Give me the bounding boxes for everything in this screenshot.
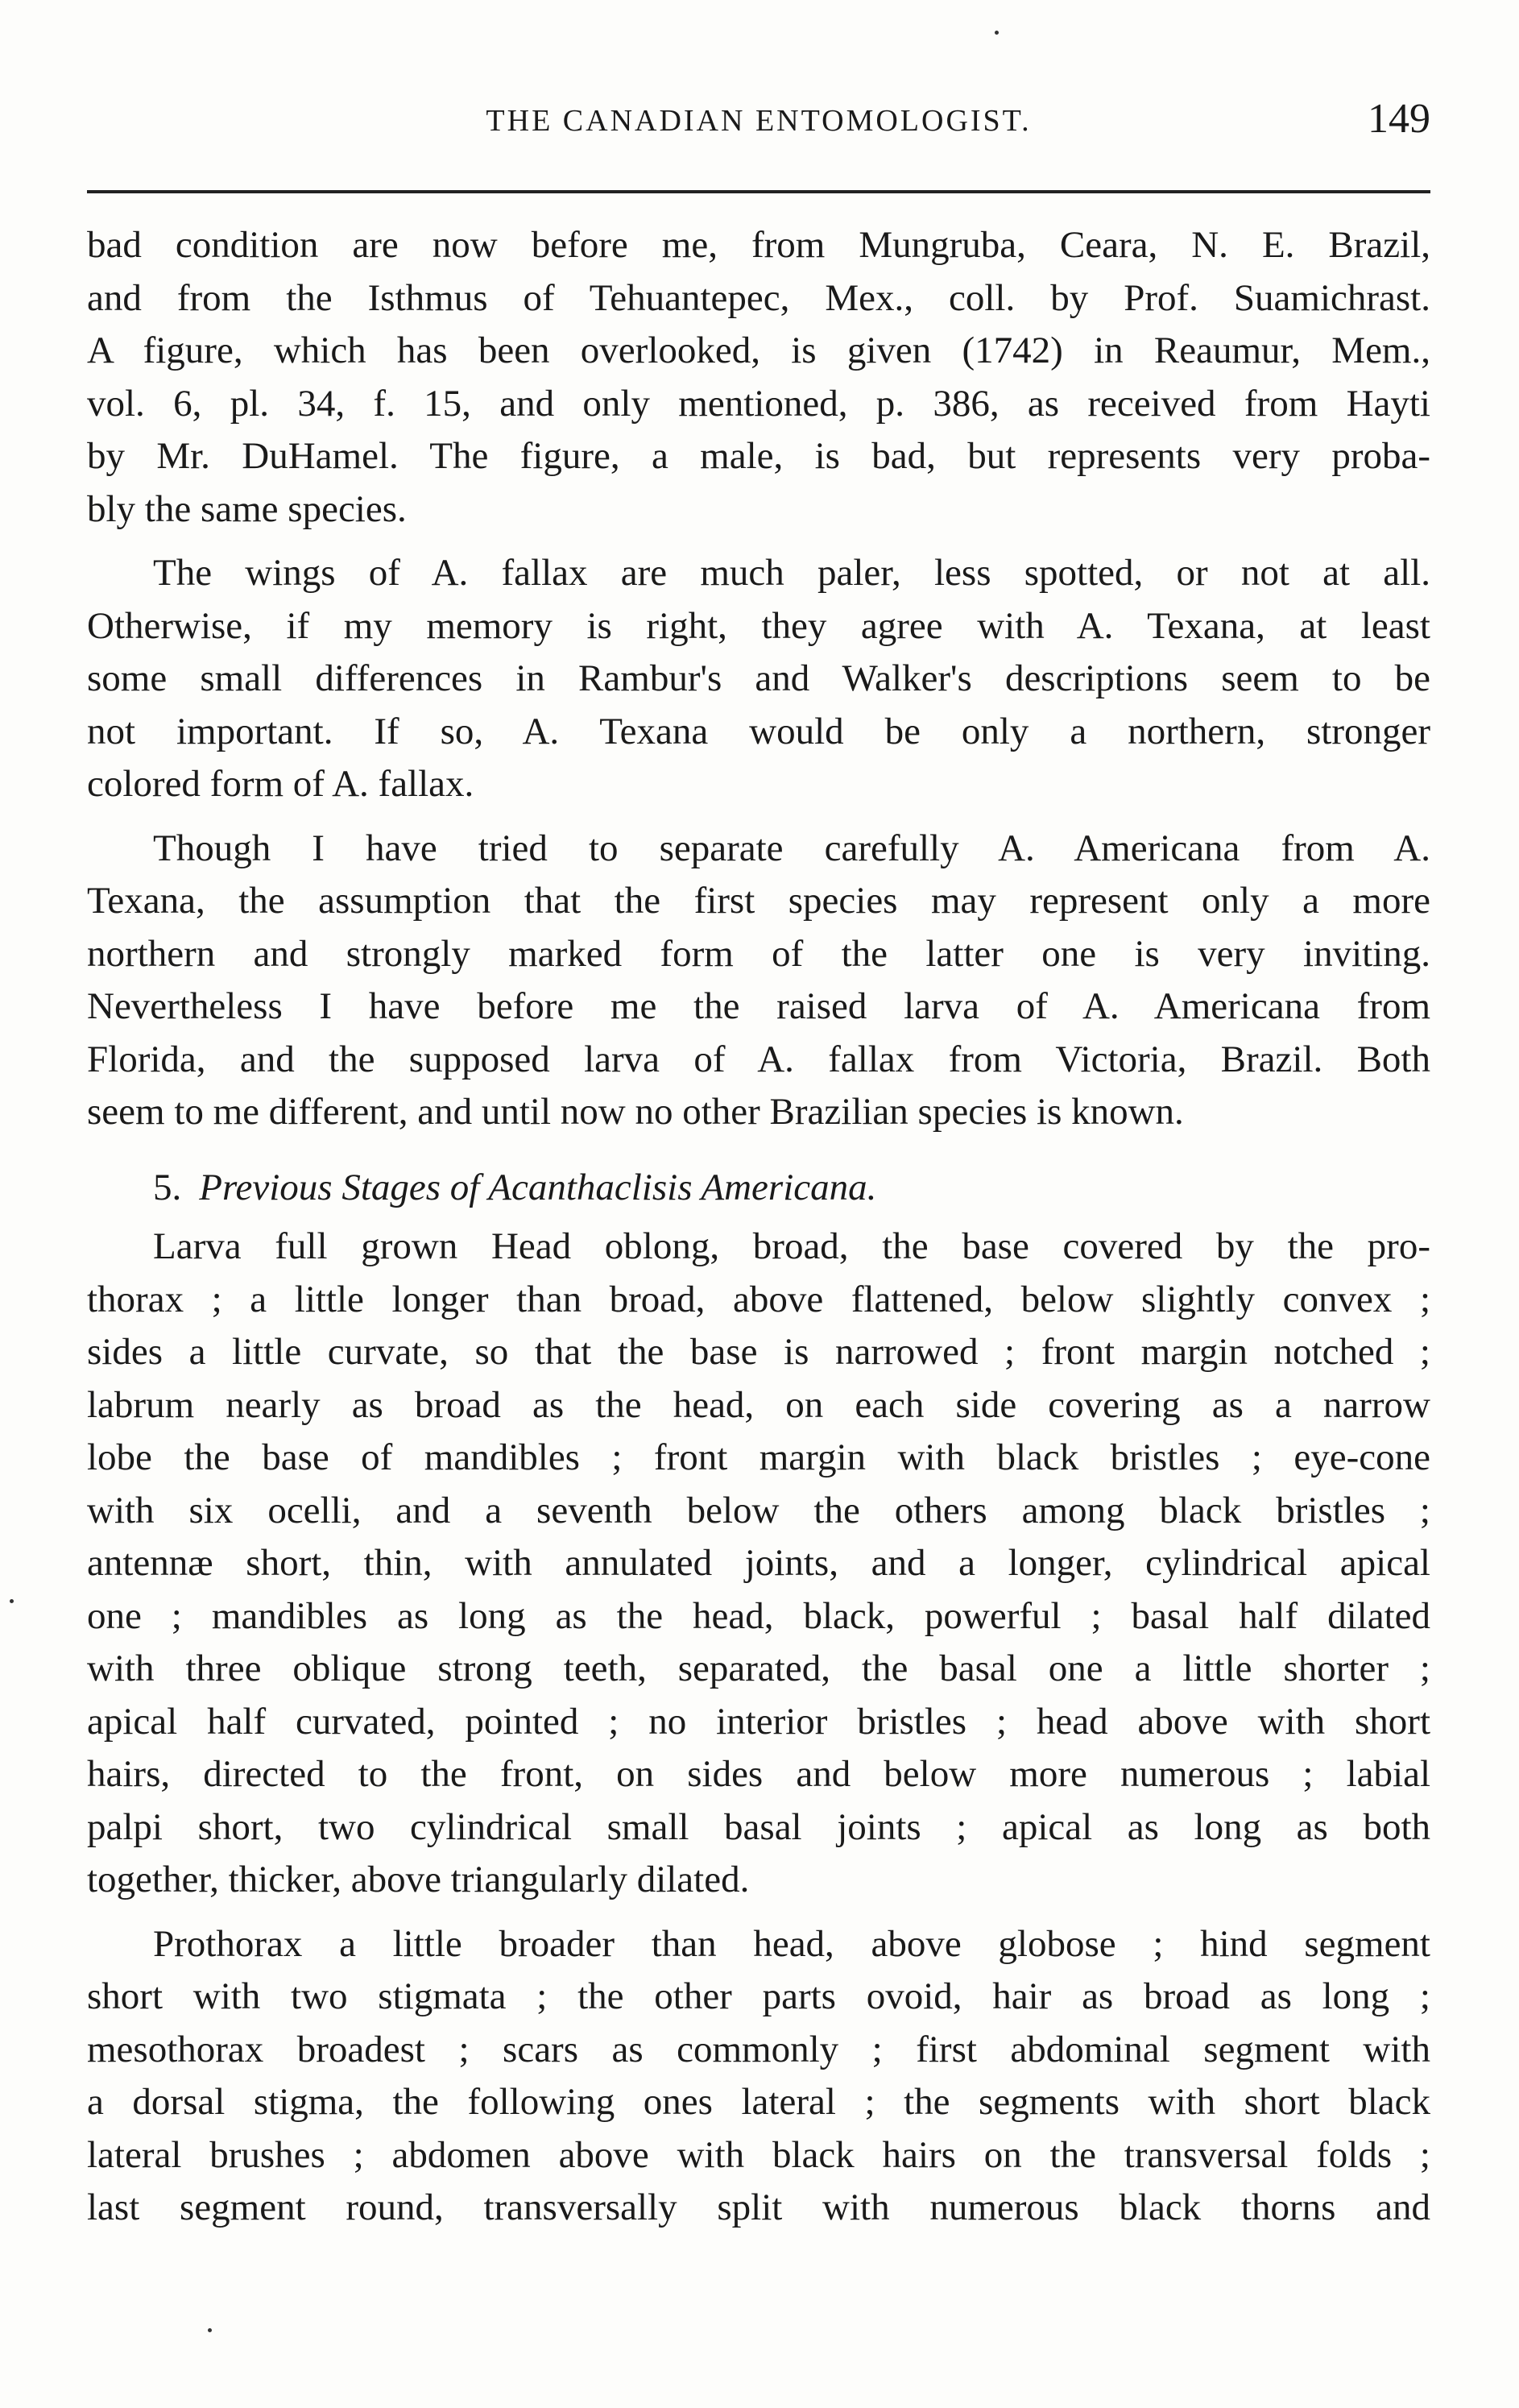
text-line: The wings of A. fallax are much paler, less spotted, or not at all. bbox=[153, 552, 1430, 594]
text-line: Florida, and the supposed larva of A. fallax from Victoria, Brazil. Both bbox=[87, 1038, 1430, 1080]
page-number: 149 bbox=[1368, 96, 1430, 142]
section-number: 5. bbox=[153, 1166, 182, 1208]
paragraph-1 bbox=[87, 219, 1430, 536]
text-line: and from the Isthmus of Tehuantepec, Mex., coll. by Prof. Suamichrast. bbox=[87, 276, 1430, 319]
text-line: Otherwise, if my memory is right, they agree with A. Texana, at least bbox=[87, 604, 1430, 647]
text-line: last segment round, transversally split with numerous black thorns and bbox=[87, 2186, 1430, 2228]
text-line: A figure, which has been overlooked, is given (1742) in Reaumur, Mem., bbox=[87, 329, 1430, 371]
paragraph-4 bbox=[87, 1221, 1430, 1907]
text-line: with three oblique strong teeth, separated, the basal one a little shorter ; bbox=[87, 1647, 1430, 1689]
text-line: Prothorax a little broader than head, above globose ; hind segment bbox=[153, 1922, 1430, 1965]
text-line: lobe the base of mandibles ; front margin with black bristles ; eye-cone bbox=[87, 1436, 1430, 1478]
text-line: by Mr. DuHamel. The figure, a male, is bad, but represents very proba- bbox=[87, 435, 1430, 477]
body-text bbox=[87, 219, 1430, 2246]
paragraph-2 bbox=[87, 547, 1430, 811]
text-line: apical half curvated, pointed ; no interior bristles ; head above with short bbox=[87, 1700, 1430, 1743]
text-line: hairs, directed to the front, on sides and below more numerous ; labial bbox=[87, 1753, 1430, 1795]
print-speck bbox=[10, 1599, 14, 1603]
text-line: thorax ; a little longer than broad, above flattened, below slightly convex ; bbox=[87, 1278, 1430, 1320]
paragraph-3 bbox=[87, 823, 1430, 1139]
text-line: labrum nearly as broad as the head, on each side covering as a narrow bbox=[87, 1383, 1430, 1426]
text-line: Larva full grown Head oblong, broad, the base covered by the pro- bbox=[153, 1225, 1430, 1267]
text-line: Texana, the assumption that the first species may represent only a more bbox=[87, 880, 1430, 922]
print-speck bbox=[995, 31, 999, 35]
text-line: seem to me different, and until now no other Brazilian species is known. bbox=[87, 1091, 1184, 1133]
text-line: with six ocelli, and a seventh below the others among black bristles ; bbox=[87, 1489, 1430, 1531]
text-line: sides a little curvate, so that the base is narrowed ; front margin notched ; bbox=[87, 1331, 1430, 1373]
text-line: Nevertheless I have before me the raised larva of A. Americana from bbox=[87, 985, 1430, 1027]
text-line: not important. If so, A. Texana would be only a northern, stronger bbox=[87, 710, 1430, 752]
text-line: mesothorax broadest ; scars as commonly ; first abdominal segment with bbox=[87, 2028, 1430, 2070]
text-line: some small differences in Rambur's and Walker's descriptions seem to be bbox=[87, 657, 1430, 699]
text-line: one ; mandibles as long as the head, black, powerful ; basal half dilated bbox=[87, 1594, 1430, 1637]
text-line: lateral brushes ; abdomen above with black hairs on the transversal folds ; bbox=[87, 2133, 1430, 2176]
text-line: short with two stigmata ; the other parts ovoid, hair as broad as long ; bbox=[87, 1975, 1430, 2017]
text-line: northern and strongly marked form of the latter one is very inviting. bbox=[87, 932, 1430, 975]
section-heading bbox=[87, 1162, 1430, 1215]
text-line: Though I have tried to separate carefully A. Americana from A. bbox=[153, 827, 1430, 869]
text-line: a dorsal stigma, the following ones lateral ; the segments with short black bbox=[87, 2081, 1430, 2123]
text-line: vol. 6, pl. 34, f. 15, and only mentioned, p. 386, as received from Hayti bbox=[87, 382, 1430, 425]
text-line: bad condition are now before me, from Mungruba, Ceara, N. E. Brazil, bbox=[87, 224, 1430, 266]
print-speck bbox=[208, 2328, 212, 2332]
text-line: antennæ short, thin, with annulated joints, and a longer, cylindrical apical bbox=[87, 1542, 1430, 1584]
page-header bbox=[87, 95, 1430, 151]
running-title: THE CANADIAN ENTOMOLOGIST. bbox=[486, 104, 1032, 138]
text-line: bly the same species. bbox=[87, 487, 407, 530]
text-line: palpi short, two cylindrical small basal joints ; apical as long as both bbox=[87, 1805, 1430, 1848]
paragraph-5 bbox=[87, 1918, 1430, 2235]
header-rule bbox=[87, 190, 1430, 193]
text-line: together, thicker, above triangularly dilated. bbox=[87, 1859, 750, 1900]
section-title: Previous Stages of Acanthaclisis Americana. bbox=[199, 1166, 877, 1208]
text-line: colored form of A. fallax. bbox=[87, 763, 474, 805]
